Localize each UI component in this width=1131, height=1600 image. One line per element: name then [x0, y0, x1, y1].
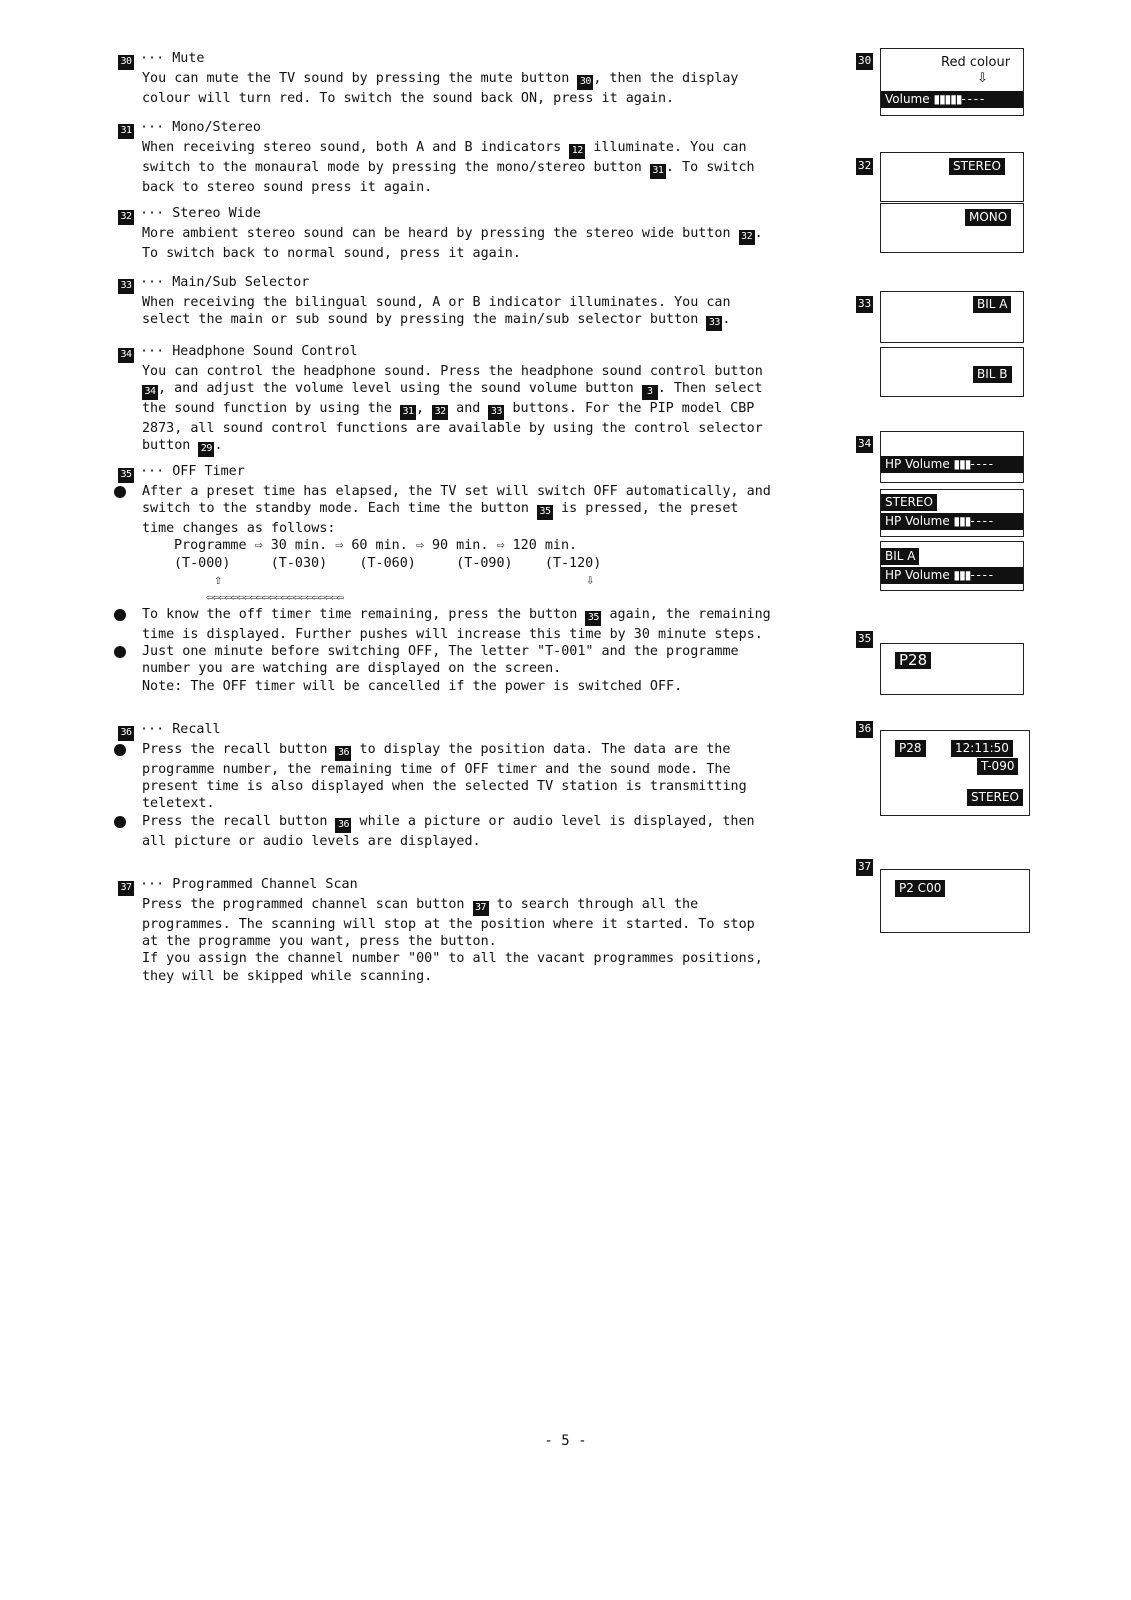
section-body: If you assign the channel number "00" to all the vacant programmes positions, they will be skipped while scanning. [142, 951, 763, 984]
section-stereo-wide [118, 205, 778, 262]
osd-hp-volume-screen [880, 431, 1024, 483]
diagram-number: 36 [856, 721, 873, 738]
ref-badge: 33 [706, 316, 722, 331]
diagram-number: 32 [856, 158, 873, 175]
osd-programme: P28 [895, 740, 926, 757]
timer-codes: (T-000) (T-030) (T-060) (T-090) (T-120) [174, 555, 602, 571]
section-body: More ambient stereo sound can be heard by pressing the stereo wide button 32 . To switch back to normal sound, press it again. [142, 226, 763, 261]
return-arrows: ⇦⇦⇦⇦⇦⇦⇦⇦⇦⇦⇦⇦⇦⇦⇦⇦⇦⇦⇦⇦⇦⇦ [206, 589, 343, 604]
red-colour-label: Red colour [941, 55, 1011, 70]
osd-stereo: STEREO [949, 158, 1005, 175]
ref-badge: 36 [335, 746, 351, 761]
ref-badge: 34 [142, 385, 158, 400]
section-title: Recall [172, 722, 221, 737]
diagram-number: 34 [856, 436, 873, 453]
osd-mono: MONO [965, 209, 1011, 226]
section-title: OFF Timer [172, 464, 245, 479]
section-body: Press the programmed channel scan button 37 to search through all the programmes. The scanning will stop at the position where it started. To stop at the programme you want, press the button. [142, 897, 755, 950]
ref-badge: 33 [488, 405, 504, 420]
section-recall [118, 721, 778, 850]
section-mute [118, 50, 778, 107]
ref-badge: 30 [118, 55, 134, 70]
section-heading: 33 ··· Main/Sub Selector [118, 274, 778, 294]
osd-mute-screen [880, 48, 1024, 116]
bullet-item: Just one minute before switching OFF, The letter "T-001" and the programme number you are watching are displayed on the screen. [118, 643, 778, 677]
bullet-item: After a preset time has elapsed, the TV set will switch OFF automatically, and switch to the standby mode. Each time the button 35 is pressed, the preset time changes as follows: [118, 483, 778, 537]
bullet-item: To know the off timer time remaining, press the button 35 again, the remaining time is displayed. Further pushes will increase this time by 30 minute steps. [118, 606, 778, 643]
page-number: - 5 - [544, 1433, 587, 1449]
osd-bil-a: BIL A [973, 296, 1011, 313]
section-title: Main/Sub Selector [172, 275, 310, 290]
ref-badge: 33 [118, 279, 134, 294]
arrow-down-icon: ⇩ [977, 71, 988, 86]
section-heading: 36 ··· Recall [118, 721, 778, 741]
osd-hp-bil-a-screen [880, 541, 1024, 591]
diagram-number: 35 [856, 631, 873, 648]
ref-badge: 12 [569, 144, 585, 159]
section-heading: 37 ··· Programmed Channel Scan [118, 876, 778, 896]
arrow-up-icon: ⇧ [214, 572, 223, 588]
section-body: You can mute the TV sound by pressing the mute button 30 , then the display colour will turn red. To switch the sound back ON, press it again. [142, 71, 739, 106]
ref-badge: 36 [335, 818, 351, 833]
ref-badge: 29 [198, 442, 214, 457]
osd-bil-b-screen [880, 347, 1024, 397]
osd-scan-screen [880, 869, 1030, 933]
diagram-number: 30 [856, 53, 873, 70]
section-programmed-channel-scan [118, 876, 778, 985]
osd-stereo: STEREO [967, 789, 1023, 806]
ref-badge: 35 [537, 505, 553, 520]
osd-clock: 12:11:50 [951, 740, 1013, 757]
section-title: Mono/Stereo [172, 120, 261, 135]
arrow-down-icon: ⇩ [586, 572, 595, 588]
osd-volume-bar: Volume ▮▮▮▮▮- - - - [881, 91, 1023, 108]
ref-badge: 37 [473, 901, 489, 916]
bullet-item: Press the recall button 36 while a picture or audio level is displayed, then all picture or audio levels are displayed. [118, 813, 778, 850]
ref-badge: 32 [118, 210, 134, 225]
section-title: Headphone Sound Control [172, 344, 358, 359]
section-title: Mute [172, 51, 205, 66]
osd-programme: P28 [895, 652, 931, 669]
section-body: When receiving stereo sound, both A and B indicators 12 illuminate. You can switch to the monaural mode by pressing the mono/stereo button 31 . To switch back to stereo sound press it again. [142, 140, 755, 195]
section-title: Programmed Channel Scan [172, 877, 358, 892]
ref-badge: 31 [650, 164, 666, 179]
ref-badge: 30 [577, 75, 593, 90]
section-off-timer [118, 463, 778, 695]
ref-badge: 37 [118, 881, 134, 896]
ref-badge: 32 [432, 405, 448, 420]
osd-bil-a-screen [880, 291, 1024, 343]
section-title: Stereo Wide [172, 206, 261, 221]
section-main-sub-selector [118, 274, 778, 331]
bullet-item: Press the recall button 36 to display the position data. The data are the programme number, the remaining time of OFF timer and the sound mode. The present time is also displayed when the selected TV station is transmitting teletext. [118, 741, 778, 813]
osd-recall-screen [880, 730, 1030, 816]
ref-badge: 31 [400, 405, 416, 420]
ref-badge: 35 [118, 468, 134, 483]
osd-timer-screen [880, 643, 1024, 695]
osd-hp-stereo-screen [880, 489, 1024, 537]
osd-bil-b: BIL B [973, 366, 1012, 383]
section-mono-stereo [118, 119, 778, 196]
section-heading: 32 ··· Stereo Wide [118, 205, 778, 225]
ref-badge: 31 [118, 124, 134, 139]
section-body: When receiving the bilingual sound, A or B indicator illuminates. You can select the main or sub sound by pressing the main/sub selector button 33 . [142, 294, 778, 331]
section-body: You can control the headphone sound. Press the headphone sound control button 34 , and adjust the volume level using the sound volume button 3 . Then select the sound function by using the 31 , 32 and 33 buttons. For the PIP model CBP 2873, all sound control functions are available by using the control selector button 29 . [142, 363, 778, 457]
osd-stereo: STEREO [881, 494, 937, 511]
osd-hp-volume: HP Volume ▮▮▮- - - - [881, 513, 1023, 530]
ref-badge: 35 [585, 611, 601, 626]
note: Note: The OFF timer will be cancelled if the power is switched OFF. [142, 678, 683, 694]
timer-sequence: Programme ⇨ 30 min. ⇨ 60 min. ⇨ 90 min. ⇨ 120 min. [174, 538, 578, 554]
section-heading: 31 ··· Mono/Stereo [118, 119, 778, 139]
section-heading: 34 ··· Headphone Sound Control [118, 343, 778, 363]
osd-stereo-screen [880, 152, 1024, 202]
section-heading: 30 ··· Mute [118, 50, 778, 70]
osd-hp-volume: HP Volume ▮▮▮- - - - [881, 567, 1023, 584]
section-heading: 35 ··· OFF Timer [118, 463, 778, 483]
ref-badge: 32 [739, 230, 755, 245]
osd-mono-screen [880, 203, 1024, 253]
ref-badge: 36 [118, 726, 134, 741]
ref-badge: 34 [118, 348, 134, 363]
section-headphone-sound-control [118, 343, 778, 457]
diagram-number: 33 [856, 296, 873, 313]
osd-hp-volume: HP Volume ▮▮▮- - - - [881, 456, 1023, 473]
osd-scan-channel: P2 C00 [895, 880, 945, 897]
osd-timer: T-090 [977, 758, 1018, 775]
timer-cycle-arrows [174, 572, 778, 589]
osd-bil-a: BIL A [881, 548, 919, 565]
diagram-number: 37 [856, 859, 873, 876]
ref-badge: 3 [642, 385, 658, 400]
